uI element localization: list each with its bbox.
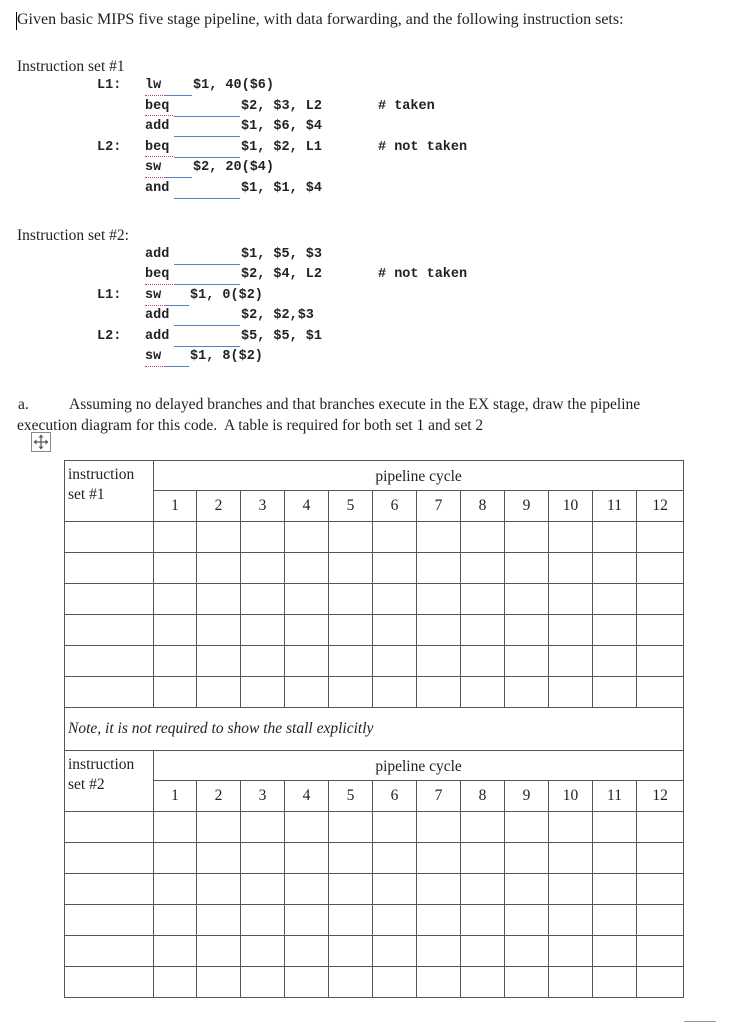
cycle-number: 4 bbox=[285, 781, 329, 812]
empty-cell[interactable] bbox=[373, 936, 417, 967]
table-header-cell bbox=[65, 461, 154, 522]
empty-cell[interactable] bbox=[505, 553, 549, 584]
empty-cell[interactable] bbox=[329, 843, 373, 874]
code-args: $1, 8($2) bbox=[190, 349, 263, 364]
empty-cell[interactable] bbox=[154, 584, 197, 615]
table-row bbox=[65, 967, 684, 998]
cycle-number: 9 bbox=[505, 491, 549, 522]
cycle-number: 10 bbox=[549, 781, 593, 812]
empty-cell[interactable] bbox=[505, 584, 549, 615]
empty-cell[interactable] bbox=[549, 646, 593, 677]
empty-cell[interactable] bbox=[549, 677, 593, 708]
cycle-number: 6 bbox=[373, 781, 417, 812]
empty-cell[interactable] bbox=[373, 874, 417, 905]
empty-cell[interactable] bbox=[241, 936, 285, 967]
empty-cell[interactable] bbox=[329, 677, 373, 708]
table-row bbox=[65, 812, 684, 843]
empty-cell[interactable] bbox=[285, 936, 329, 967]
cycle-number: 3 bbox=[241, 491, 285, 522]
empty-cell[interactable] bbox=[637, 812, 684, 843]
code-op: beq bbox=[145, 140, 170, 155]
empty-cell[interactable] bbox=[241, 812, 285, 843]
cycle-number: 8 bbox=[461, 491, 505, 522]
empty-cell[interactable] bbox=[65, 843, 154, 874]
empty-cell[interactable] bbox=[637, 522, 684, 553]
code-args: $1, $1, $4 bbox=[241, 181, 323, 196]
table-row bbox=[65, 843, 684, 874]
code-op: sw bbox=[145, 349, 162, 364]
code-comment: # not taken bbox=[378, 267, 468, 282]
code-args: $2, $3, L2 bbox=[241, 99, 323, 114]
empty-cell[interactable] bbox=[461, 874, 505, 905]
empty-cell[interactable] bbox=[505, 905, 549, 936]
empty-cell[interactable] bbox=[65, 646, 154, 677]
empty-cell[interactable] bbox=[65, 584, 154, 615]
empty-cell[interactable] bbox=[241, 646, 285, 677]
empty-cell[interactable] bbox=[285, 874, 329, 905]
empty-cell[interactable] bbox=[197, 843, 241, 874]
empty-cell[interactable] bbox=[549, 843, 593, 874]
table-row bbox=[65, 522, 684, 553]
spellcheck-squiggle bbox=[145, 153, 173, 157]
empty-cell[interactable] bbox=[154, 646, 197, 677]
empty-cell[interactable] bbox=[197, 646, 241, 677]
empty-cell[interactable] bbox=[637, 874, 684, 905]
table-row bbox=[65, 936, 684, 967]
code-args: $1, $5, $3 bbox=[241, 247, 323, 262]
code-args: $2, $2,$3 bbox=[241, 308, 314, 323]
empty-cell[interactable] bbox=[241, 967, 285, 998]
empty-cell[interactable] bbox=[197, 584, 241, 615]
set2-blank-rows bbox=[65, 812, 684, 998]
tab-underline bbox=[174, 284, 240, 285]
note-text: Note, it is not required to show the stall explicitly bbox=[65, 708, 684, 751]
table-row bbox=[65, 615, 684, 646]
tab-underline bbox=[164, 305, 189, 306]
empty-cell[interactable] bbox=[549, 522, 593, 553]
cycle-number: 1 bbox=[154, 781, 197, 812]
empty-cell[interactable] bbox=[461, 843, 505, 874]
empty-cell[interactable] bbox=[285, 677, 329, 708]
empty-cell[interactable] bbox=[417, 584, 461, 615]
empty-cell[interactable] bbox=[417, 905, 461, 936]
cycle-number: 1 bbox=[154, 491, 197, 522]
empty-cell[interactable] bbox=[417, 812, 461, 843]
table-row bbox=[65, 905, 684, 936]
empty-cell[interactable] bbox=[329, 646, 373, 677]
empty-cell[interactable] bbox=[329, 874, 373, 905]
code-op: add bbox=[145, 308, 170, 323]
empty-cell[interactable] bbox=[65, 967, 154, 998]
empty-cell[interactable] bbox=[417, 522, 461, 553]
empty-cell[interactable] bbox=[154, 553, 197, 584]
empty-cell[interactable] bbox=[329, 615, 373, 646]
empty-cell[interactable] bbox=[505, 677, 549, 708]
empty-cell[interactable] bbox=[461, 522, 505, 553]
empty-cell[interactable] bbox=[65, 553, 154, 584]
empty-cell[interactable] bbox=[593, 936, 637, 967]
empty-cell[interactable] bbox=[461, 967, 505, 998]
cycle-number: 12 bbox=[637, 781, 684, 812]
table-row bbox=[65, 553, 684, 584]
cycle-number: 6 bbox=[373, 491, 417, 522]
empty-cell[interactable] bbox=[505, 615, 549, 646]
empty-cell[interactable] bbox=[285, 812, 329, 843]
cycle-number: 3 bbox=[241, 781, 285, 812]
empty-cell[interactable] bbox=[197, 967, 241, 998]
empty-cell[interactable] bbox=[593, 843, 637, 874]
empty-cell[interactable] bbox=[461, 646, 505, 677]
cycle-number: 5 bbox=[329, 491, 373, 522]
empty-cell[interactable] bbox=[154, 843, 197, 874]
empty-cell[interactable] bbox=[505, 843, 549, 874]
empty-cell[interactable] bbox=[241, 874, 285, 905]
code-op: add bbox=[145, 329, 170, 344]
code-args: $5, $5, $1 bbox=[241, 329, 323, 344]
empty-cell[interactable] bbox=[65, 905, 154, 936]
empty-cell[interactable] bbox=[197, 553, 241, 584]
empty-cell[interactable] bbox=[285, 522, 329, 553]
empty-cell[interactable] bbox=[241, 677, 285, 708]
empty-cell[interactable] bbox=[241, 584, 285, 615]
header-line: set #2 bbox=[68, 776, 105, 793]
header-line: instruction bbox=[68, 466, 135, 483]
empty-cell[interactable] bbox=[505, 936, 549, 967]
empty-cell[interactable] bbox=[373, 905, 417, 936]
empty-cell[interactable] bbox=[637, 677, 684, 708]
empty-cell[interactable] bbox=[637, 936, 684, 967]
spellcheck-squiggle bbox=[145, 281, 173, 285]
code-op: and bbox=[145, 181, 170, 196]
code-args: $2, 20($4) bbox=[193, 160, 275, 175]
tab-underline bbox=[164, 366, 189, 367]
table-row bbox=[65, 677, 684, 708]
empty-cell[interactable] bbox=[637, 553, 684, 584]
code-comment: # not taken bbox=[378, 140, 468, 155]
empty-cell[interactable] bbox=[329, 522, 373, 553]
empty-cell[interactable] bbox=[373, 615, 417, 646]
empty-cell[interactable] bbox=[417, 615, 461, 646]
empty-cell[interactable] bbox=[417, 936, 461, 967]
tab-underline bbox=[164, 177, 192, 178]
empty-cell[interactable] bbox=[461, 677, 505, 708]
empty-cell[interactable] bbox=[329, 812, 373, 843]
question-marker: a. bbox=[18, 396, 29, 413]
empty-cell[interactable] bbox=[593, 677, 637, 708]
tab-underline bbox=[164, 95, 192, 96]
code-args: $1, 40($6) bbox=[193, 78, 275, 93]
empty-cell[interactable] bbox=[593, 812, 637, 843]
empty-cell[interactable] bbox=[417, 843, 461, 874]
empty-cell[interactable] bbox=[197, 874, 241, 905]
empty-cell[interactable] bbox=[65, 522, 154, 553]
empty-cell[interactable] bbox=[505, 522, 549, 553]
code-label: L1: bbox=[97, 288, 122, 303]
empty-cell[interactable] bbox=[285, 646, 329, 677]
cycle-number: 7 bbox=[417, 491, 461, 522]
empty-cell[interactable] bbox=[461, 905, 505, 936]
empty-cell[interactable] bbox=[373, 812, 417, 843]
empty-cell[interactable] bbox=[637, 615, 684, 646]
empty-cell[interactable] bbox=[593, 615, 637, 646]
empty-cell[interactable] bbox=[285, 905, 329, 936]
empty-cell[interactable] bbox=[593, 646, 637, 677]
set1-blank-rows bbox=[65, 522, 684, 708]
empty-cell[interactable] bbox=[154, 812, 197, 843]
pipeline-cycle-label: pipeline cycle bbox=[154, 461, 684, 491]
empty-cell[interactable] bbox=[549, 936, 593, 967]
cycle-number: 4 bbox=[285, 491, 329, 522]
empty-cell[interactable] bbox=[505, 967, 549, 998]
empty-cell[interactable] bbox=[285, 843, 329, 874]
empty-cell[interactable] bbox=[373, 522, 417, 553]
empty-cell[interactable] bbox=[285, 553, 329, 584]
empty-cell[interactable] bbox=[241, 843, 285, 874]
empty-cell[interactable] bbox=[329, 905, 373, 936]
code-op: sw bbox=[145, 160, 162, 175]
spellcheck-squiggle bbox=[145, 363, 163, 367]
pipeline-table-set1 bbox=[64, 460, 684, 998]
cycle-number: 12 bbox=[637, 491, 684, 522]
empty-cell[interactable] bbox=[461, 812, 505, 843]
empty-cell[interactable] bbox=[197, 615, 241, 646]
empty-cell[interactable] bbox=[637, 905, 684, 936]
empty-cell[interactable] bbox=[593, 522, 637, 553]
question-line-1: Assuming no delayed branches and that branches execute in the EX stage, draw the pipeline bbox=[69, 396, 641, 413]
code-args: $1, $6, $4 bbox=[241, 119, 323, 134]
empty-cell[interactable] bbox=[285, 967, 329, 998]
empty-cell[interactable] bbox=[373, 843, 417, 874]
empty-cell[interactable] bbox=[505, 874, 549, 905]
empty-cell[interactable] bbox=[461, 553, 505, 584]
empty-cell[interactable] bbox=[154, 967, 197, 998]
empty-cell[interactable] bbox=[329, 967, 373, 998]
code-args: $2, $4, L2 bbox=[241, 267, 323, 282]
empty-cell[interactable] bbox=[637, 843, 684, 874]
empty-cell[interactable] bbox=[329, 936, 373, 967]
empty-cell[interactable] bbox=[549, 874, 593, 905]
empty-cell[interactable] bbox=[593, 584, 637, 615]
empty-cell[interactable] bbox=[197, 936, 241, 967]
empty-cell[interactable] bbox=[637, 584, 684, 615]
spellcheck-squiggle bbox=[145, 92, 163, 96]
empty-cell[interactable] bbox=[637, 967, 684, 998]
empty-cell[interactable] bbox=[329, 553, 373, 584]
code-op: lw bbox=[145, 78, 162, 93]
empty-cell[interactable] bbox=[197, 905, 241, 936]
intro-text: Given basic MIPS five stage pipeline, with data forwarding, and the following instruction sets: bbox=[17, 11, 624, 28]
cycle-number: 2 bbox=[197, 781, 241, 812]
code-op: sw bbox=[145, 288, 162, 303]
tab-underline bbox=[174, 325, 240, 326]
empty-cell[interactable] bbox=[154, 905, 197, 936]
empty-cell[interactable] bbox=[637, 646, 684, 677]
empty-cell[interactable] bbox=[285, 584, 329, 615]
tab-underline bbox=[174, 136, 240, 137]
table-row bbox=[65, 874, 684, 905]
cycle-number: 7 bbox=[417, 781, 461, 812]
table-row bbox=[65, 584, 684, 615]
spellcheck-squiggle bbox=[145, 174, 163, 178]
empty-cell[interactable] bbox=[417, 553, 461, 584]
empty-cell[interactable] bbox=[241, 615, 285, 646]
table-header-cell bbox=[65, 751, 154, 812]
empty-cell[interactable] bbox=[154, 522, 197, 553]
tab-underline bbox=[174, 346, 240, 347]
empty-cell[interactable] bbox=[549, 615, 593, 646]
empty-cell[interactable] bbox=[593, 967, 637, 998]
cycle-number: 11 bbox=[593, 491, 637, 522]
code-op: beq bbox=[145, 267, 170, 282]
empty-cell[interactable] bbox=[373, 553, 417, 584]
tab-underline bbox=[174, 157, 240, 158]
empty-cell[interactable] bbox=[505, 812, 549, 843]
cycle-number: 9 bbox=[505, 781, 549, 812]
empty-cell[interactable] bbox=[549, 812, 593, 843]
empty-cell[interactable] bbox=[197, 522, 241, 553]
code-op: beq bbox=[145, 99, 170, 114]
empty-cell[interactable] bbox=[417, 874, 461, 905]
empty-cell[interactable] bbox=[197, 812, 241, 843]
empty-cell[interactable] bbox=[154, 615, 197, 646]
empty-cell[interactable] bbox=[417, 677, 461, 708]
empty-cell[interactable] bbox=[549, 553, 593, 584]
empty-cell[interactable] bbox=[65, 936, 154, 967]
empty-cell[interactable] bbox=[65, 677, 154, 708]
header-line: instruction bbox=[68, 756, 135, 773]
empty-cell[interactable] bbox=[461, 584, 505, 615]
empty-cell[interactable] bbox=[373, 967, 417, 998]
empty-cell[interactable] bbox=[549, 905, 593, 936]
empty-cell[interactable] bbox=[241, 553, 285, 584]
empty-cell[interactable] bbox=[593, 553, 637, 584]
empty-cell[interactable] bbox=[329, 584, 373, 615]
header-line: set #1 bbox=[68, 486, 105, 503]
tab-underline bbox=[174, 116, 240, 117]
code-args: $1, 0($2) bbox=[190, 288, 263, 303]
empty-cell[interactable] bbox=[241, 522, 285, 553]
empty-cell[interactable] bbox=[154, 677, 197, 708]
move-handle-icon[interactable] bbox=[31, 432, 51, 452]
code-label: L2: bbox=[97, 140, 122, 155]
move-arrows-icon bbox=[33, 434, 49, 450]
empty-cell[interactable] bbox=[373, 646, 417, 677]
code-op: add bbox=[145, 119, 170, 134]
empty-cell[interactable] bbox=[154, 874, 197, 905]
empty-cell[interactable] bbox=[461, 615, 505, 646]
empty-cell[interactable] bbox=[373, 677, 417, 708]
spellcheck-squiggle bbox=[145, 302, 163, 306]
empty-cell[interactable] bbox=[549, 584, 593, 615]
empty-cell[interactable] bbox=[285, 615, 329, 646]
empty-cell[interactable] bbox=[549, 967, 593, 998]
cycle-number: 2 bbox=[197, 491, 241, 522]
tab-underline bbox=[174, 264, 240, 265]
tab-underline bbox=[174, 198, 240, 199]
pipeline-cycle-label: pipeline cycle bbox=[154, 751, 684, 781]
cycle-number: 8 bbox=[461, 781, 505, 812]
empty-cell[interactable] bbox=[65, 874, 154, 905]
empty-cell[interactable] bbox=[197, 677, 241, 708]
empty-cell[interactable] bbox=[417, 646, 461, 677]
code-label: L1: bbox=[97, 78, 122, 93]
code-op: add bbox=[145, 247, 170, 262]
set1-heading: Instruction set #1 bbox=[17, 58, 125, 75]
empty-cell[interactable] bbox=[65, 812, 154, 843]
empty-cell[interactable] bbox=[154, 936, 197, 967]
empty-cell[interactable] bbox=[417, 967, 461, 998]
set2-heading: Instruction set #2: bbox=[17, 227, 129, 244]
empty-cell[interactable] bbox=[461, 936, 505, 967]
code-comment: # taken bbox=[378, 99, 435, 114]
empty-cell[interactable] bbox=[505, 646, 549, 677]
empty-cell[interactable] bbox=[593, 874, 637, 905]
cycle-number: 10 bbox=[549, 491, 593, 522]
cycle-number: 11 bbox=[593, 781, 637, 812]
empty-cell[interactable] bbox=[373, 584, 417, 615]
table-row bbox=[65, 646, 684, 677]
spellcheck-squiggle bbox=[145, 112, 173, 116]
page-edge-line bbox=[684, 1021, 716, 1022]
empty-cell[interactable] bbox=[241, 905, 285, 936]
cycle-number: 5 bbox=[329, 781, 373, 812]
empty-cell[interactable] bbox=[65, 615, 154, 646]
question-line-2: execution diagram for this code. A table is required for both set 1 and set 2 bbox=[17, 417, 484, 434]
code-label: L2: bbox=[97, 329, 122, 344]
code-args: $1, $2, L1 bbox=[241, 140, 323, 155]
empty-cell[interactable] bbox=[593, 905, 637, 936]
